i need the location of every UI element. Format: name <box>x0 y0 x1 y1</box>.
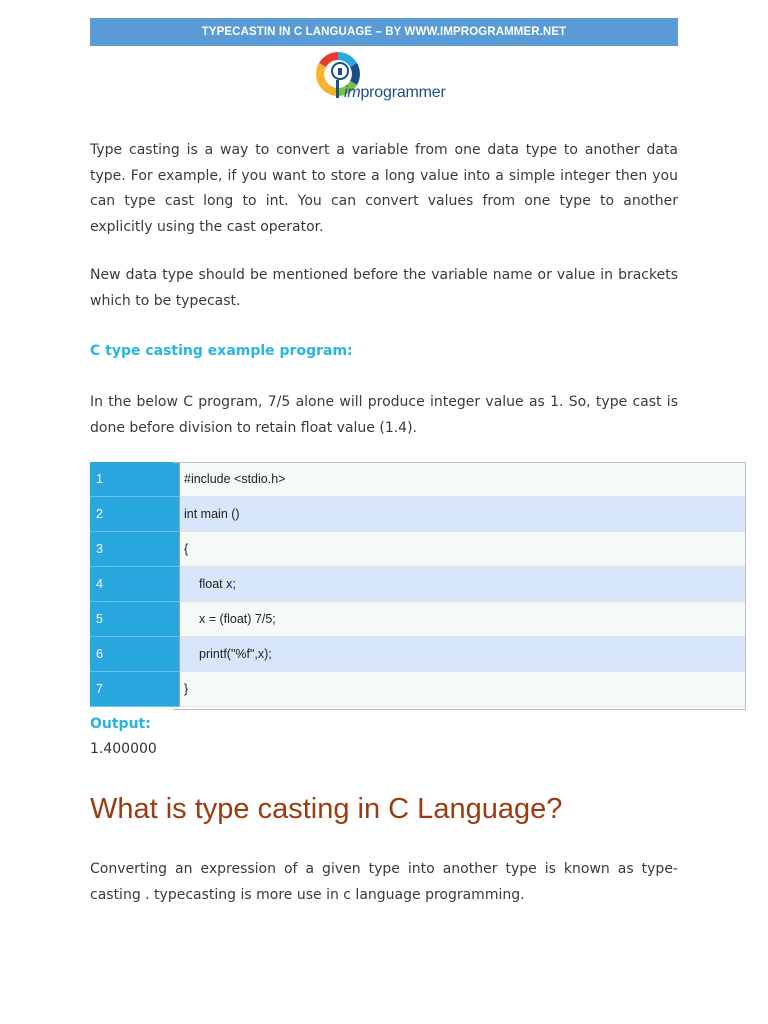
line-number: 5 <box>90 602 180 637</box>
section-body: Converting an expression of a given type into another type is known as type-casting . typecasting is more use in c language programming. <box>90 861 678 903</box>
code-line-row <box>90 637 746 672</box>
code-line-text: { <box>180 532 747 567</box>
output-value: 1.400000 <box>90 741 157 757</box>
intro-paragraph-1: Type casting is a way to convert a variable from one data type to another data type. For example, if you want to store a long value into a simple integer then you can type cast long to int. You can convert values from one type to another explicitly using the cast operator. <box>90 142 678 235</box>
code-listing-table <box>90 462 746 707</box>
line-number: 2 <box>90 497 180 532</box>
code-line-cell <box>180 602 747 637</box>
code-line-cell <box>180 637 747 672</box>
code-line-row <box>90 567 746 602</box>
code-line-cell <box>180 567 747 602</box>
code-line-text: #include <stdio.h> <box>180 462 747 497</box>
line-number: 4 <box>90 567 180 602</box>
code-line-row <box>90 497 746 532</box>
code-line-text: int main () <box>180 497 747 532</box>
line-number: 1 <box>90 462 180 497</box>
code-line-row <box>90 672 746 707</box>
line-number: 7 <box>90 672 180 707</box>
example-heading: C type casting example program: <box>90 343 353 359</box>
logo-wordmark <box>344 84 446 102</box>
code-line-text: } <box>180 672 747 707</box>
code-line-text: float x; <box>199 577 236 591</box>
logo-wordmark-suffix: programmer <box>360 84 446 101</box>
code-line-row <box>90 462 746 497</box>
code-line-row <box>90 602 746 637</box>
document-header-bar <box>90 18 678 46</box>
intro-paragraph-2: New data type should be mentioned before the variable name or value in brackets which to be typecast. <box>90 267 678 309</box>
example-description: In the below C program, 7/5 alone will produce integer value as 1. So, type cast is done before division to retain float value (1.4). <box>90 394 678 436</box>
line-number: 6 <box>90 637 180 672</box>
document-header-title: TYPECASTIN IN C LANGUAGE – BY WWW.IMPROGRAMMER.NET <box>201 26 567 38</box>
section-heading: What is type casting in C Language? <box>90 793 563 825</box>
code-line-row <box>90 532 746 567</box>
output-label: Output: <box>90 716 151 732</box>
code-line-text: printf("%f",x); <box>199 647 272 661</box>
logo-wordmark-prefix: im <box>344 84 361 101</box>
line-number: 3 <box>90 532 180 567</box>
code-line-text: x = (float) 7/5; <box>199 612 276 626</box>
